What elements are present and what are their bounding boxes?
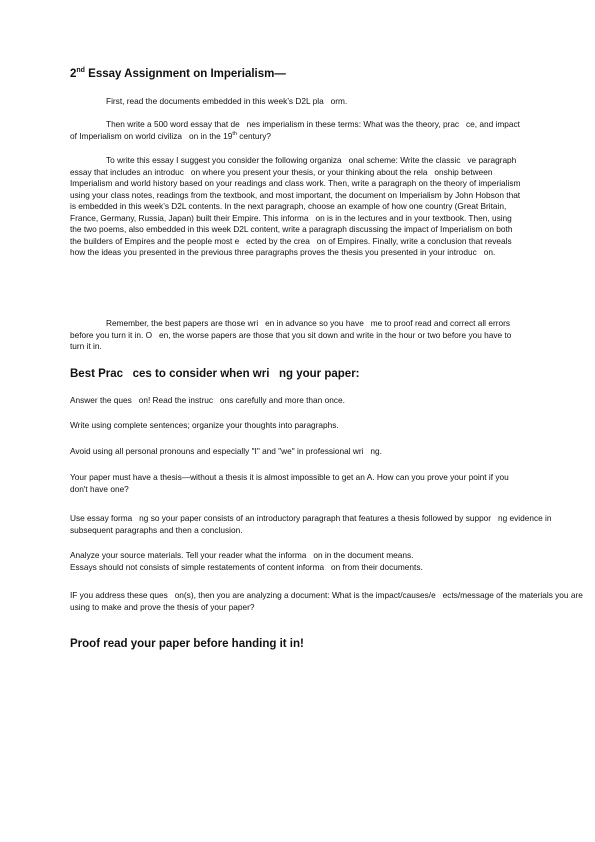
prompt-text: Then write a 500 word essay that de nes imperialism in these terms: What was the theory, prac ce, and impact of Imperialism on world civiliza on in the 19	[70, 119, 520, 141]
paragraph-text: Remember, the best papers are those wri en in advance so you have me to proof read and correct all errors before you turn it in. O en, the worse papers are those that you sit down and write in the hour or two before you have to turn it in.	[70, 318, 512, 351]
tip-avoid-pronouns	[70, 446, 525, 458]
tip-text: Use essay forma ng so your paper consists of an introductory paragraph that features a thesis followed by suppor ng evidence in subsequent paragraphs and then a conclusion.	[70, 513, 552, 535]
paragraph-essay-prompt	[70, 119, 525, 142]
tip-thesis	[70, 472, 525, 495]
tip-answer-question	[70, 395, 525, 407]
closing-heading: Proof read your paper before handing it in!	[70, 638, 304, 650]
tip-text: Analyze your source materials. Tell your reader what the informa on in the document means.	[70, 550, 414, 560]
tip-text: Avoid using all personal pronouns and especially "I" and "we" in professional wri ng.	[70, 446, 382, 456]
tip-complete-sentences	[70, 420, 525, 432]
paragraph-organizational-scheme	[70, 155, 525, 259]
paragraph-remember	[70, 318, 525, 353]
tip-text: Write using complete sentences; organize your thoughts into paragraphs.	[70, 420, 339, 430]
paragraph-read-documents	[70, 96, 525, 108]
title-text: Essay Assignment on Imperialism—	[84, 68, 286, 80]
century-ordinal: th	[232, 130, 237, 137]
tip-text: Answer the ques on! Read the instruc ons carefully and more than once.	[70, 395, 345, 405]
tip-analyze-sources	[70, 550, 525, 573]
tip-text: IF you address these ques on(s), then you are analyzing a document: What is the impact/causes/e ects/message of the materials you are using to make and prove the thesis of your paper?	[70, 590, 583, 612]
tip-analyzing-document	[70, 590, 585, 613]
tip-essay-formatting	[70, 513, 585, 536]
tip-text: Essays should not consists of simple restatements of content informa on from their documents.	[70, 561, 423, 572]
tip-text: Your paper must have a thesis—without a thesis it is almost impossible to get an A. How can you prove your point if you don't have one?	[70, 472, 509, 494]
prompt-text-end: century?	[236, 130, 272, 141]
paragraph-text: First, read the documents embedded in this week’s D2L pla orm.	[106, 96, 348, 106]
paragraph-text	[70, 119, 525, 142]
title-number: 2	[70, 68, 77, 80]
page-title	[70, 68, 286, 80]
title-ordinal: nd	[76, 67, 85, 75]
section-heading: Best Prac ces to consider when wri ng your paper:	[70, 368, 360, 380]
paragraph-text: To write this essay I suggest you consider the following organiza onal scheme: Write the classic ve paragraph essay that includes an introduc on where you present your thesis, or your thinking about the rela onship between Imperialism and world history based on your readings and class work. Then, write a paragraph on the theory of imperialism using your class notes, readings from the textbook, and most important, the document on Imperialism by John Hobson that is embedded in this week’s D2L contents. In the next paragraph, choose an example of how one country (Great Britain, France, Germany, Russia, Japan) built their Empire. This informa on is in the lectures and in your textbook. Then, using the two poems, also embedded in this week D2L content, write a paragraph discussing the impact of Imperialism on both the builders of Empires and the people most e ected by the crea on of Empires. Finally, write a conclusion that reveals how the ideas you presented in the previous three paragraphs proves the thesis you presented in your introduc on.	[70, 155, 521, 257]
